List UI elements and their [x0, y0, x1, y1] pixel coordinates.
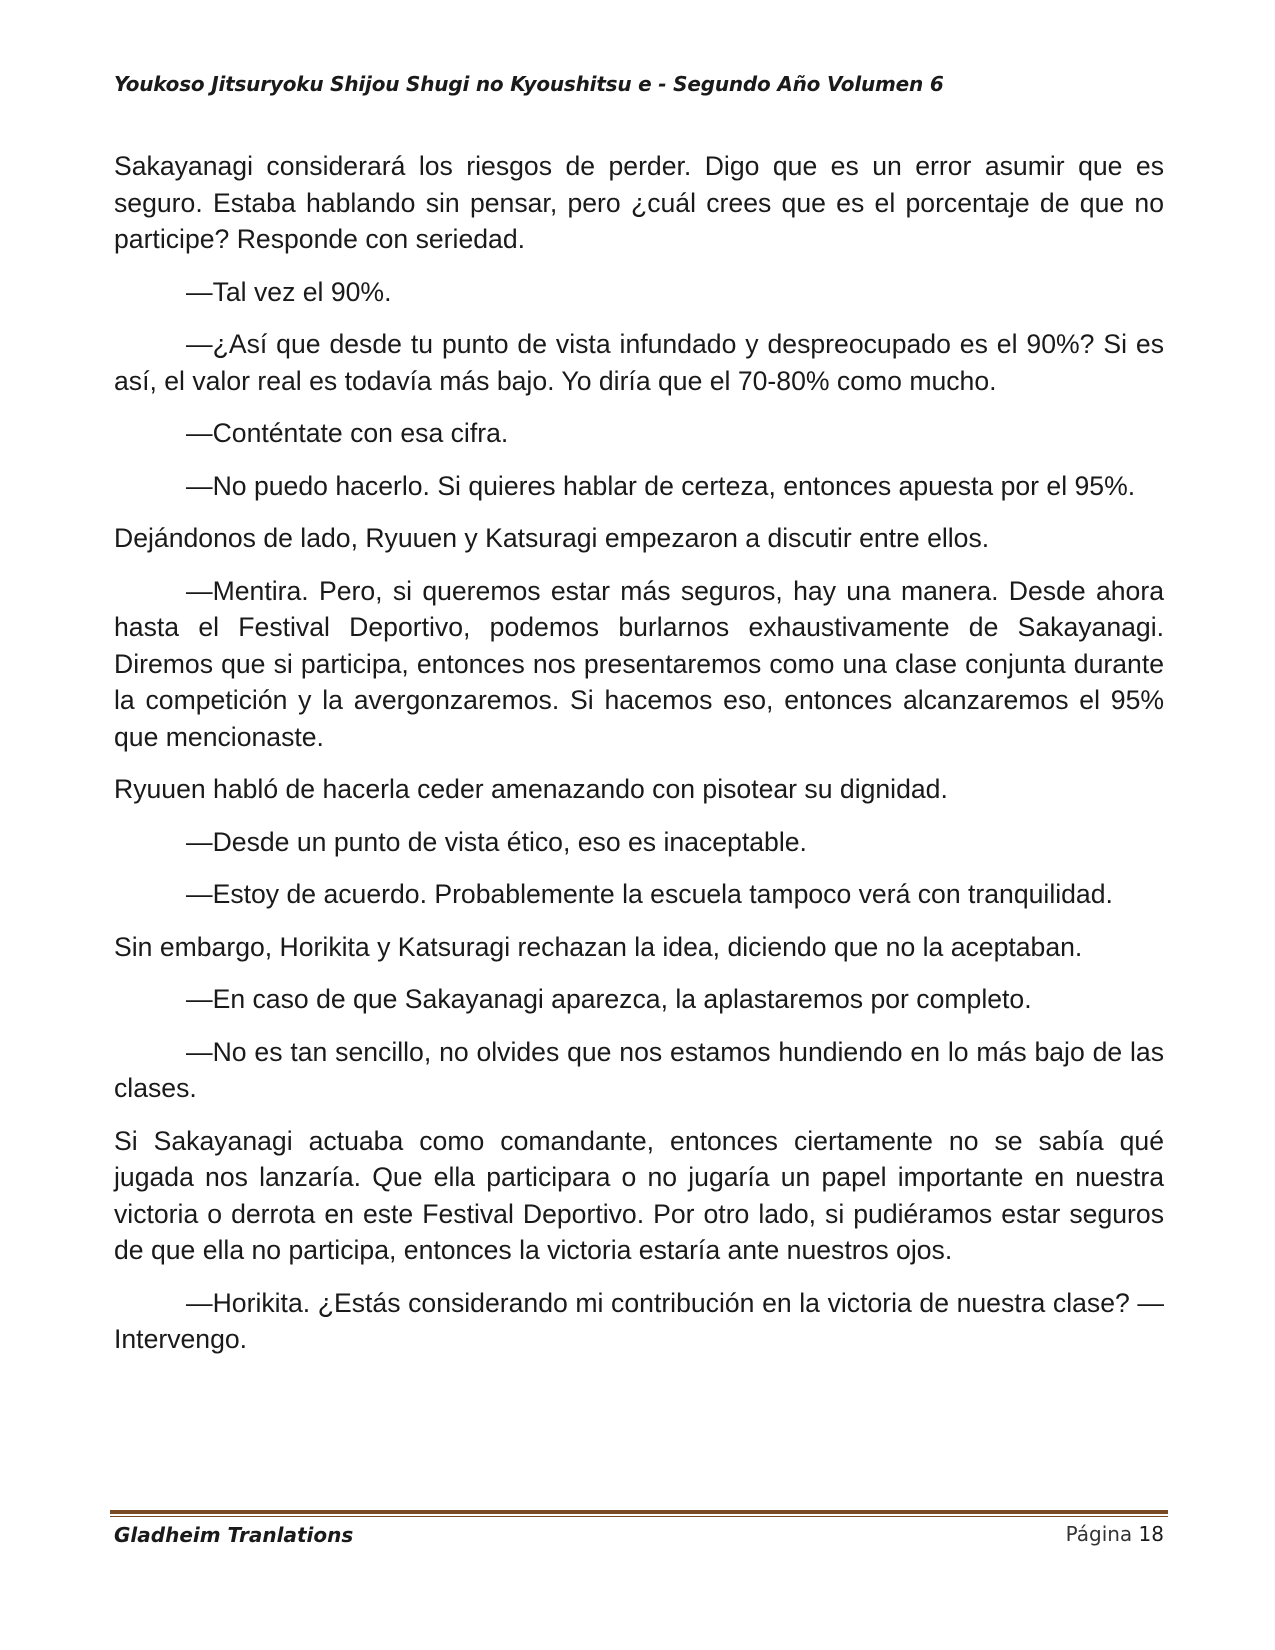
dialogue-paragraph: —Desde un punto de vista ético, eso es inaceptable. [186, 826, 807, 857]
page-label: Página [1065, 1522, 1133, 1546]
dialogue-paragraph: —Mentira. Pero, si queremos estar más seguros, hay una manera. Desde ahora hasta el Festival Deportivo, podemos burlarnos exhaustivamente de Sakayanagi. Diremos que si participa, entonces nos presentaremos como una clase conjunta durante la competición y la avergonzaremos. Si hacemos eso, entonces alcanzaremos el 95% que mencionaste. [114, 575, 1164, 752]
dialogue-paragraph: —Estoy de acuerdo. Probablemente la escuela tampoco verá con tranquilidad. [186, 879, 1113, 909]
paragraph: Si Sakayanagi actuaba como comandante, entonces ciertamente no se sabía qué jugada nos lanzaría. Que ella participara o no jugaría un papel importante en nuestra victoria o derrota en este Festival Deportivo. Por otro lado, si pudiéramos estar seguros de que ella no participa, entonces la victoria estaría ante nuestros ojos. [114, 1125, 1164, 1265]
footer-divider-thick [110, 1510, 1168, 1514]
footer-divider [110, 1510, 1168, 1518]
dialogue-paragraph: —No puedo hacerlo. Si quieres hablar de certeza, entonces apuesta por el 95%. [186, 470, 1136, 501]
dialogue-paragraph: —No es tan sencillo, no olvides que nos estamos hundiendo en lo más bajo de las clases. [114, 1036, 1164, 1103]
page-header-title: Youkoso Jitsuryoku Shijou Shugi no Kyoushitsu e - Segundo Año Volumen 6 [114, 72, 944, 96]
paragraph: Sin embargo, Horikita y Katsuragi rechazan la idea, diciendo que no la aceptaban. [114, 931, 1083, 962]
dialogue-paragraph: —Horikita. ¿Estás considerando mi contribución en la victoria de nuestra clase? —Intervengo. [114, 1287, 1164, 1354]
dialogue-paragraph: —En caso de que Sakayanagi aparezca, la aplastaremos por completo. [186, 984, 1032, 1014]
page-number-value: 18 [1138, 1522, 1164, 1546]
dialogue-paragraph: —Tal vez el 90%. [186, 276, 392, 307]
footer-divider-thin [110, 1516, 1168, 1517]
footer-credit: Gladheim Tranlations [114, 1523, 354, 1547]
paragraph: Ryuuen habló de hacerla ceder amenazando con pisotear su dignidad. [114, 774, 948, 804]
body-text [114, 148, 1164, 1374]
dialogue-paragraph: —¿Así que desde tu punto de vista infundado y despreocupado es el 90%? Si es así, el valor real es todavía más bajo. Yo diría que el 70-80% como mucho. [114, 329, 1164, 396]
dialogue-paragraph: —Conténtate con esa cifra. [186, 418, 509, 448]
paragraph: Dejándonos de lado, Ryuuen y Katsuragi empezaron a discutir entre ellos. [114, 523, 990, 553]
page-number [1066, 1522, 1164, 1546]
paragraph: Sakayanagi considerará los riesgos de perder. Digo que es un error asumir que es seguro. Estaba hablando sin pensar, pero ¿cuál crees que es el porcentaje de que no participe? Responde con seriedad. [114, 151, 1164, 254]
